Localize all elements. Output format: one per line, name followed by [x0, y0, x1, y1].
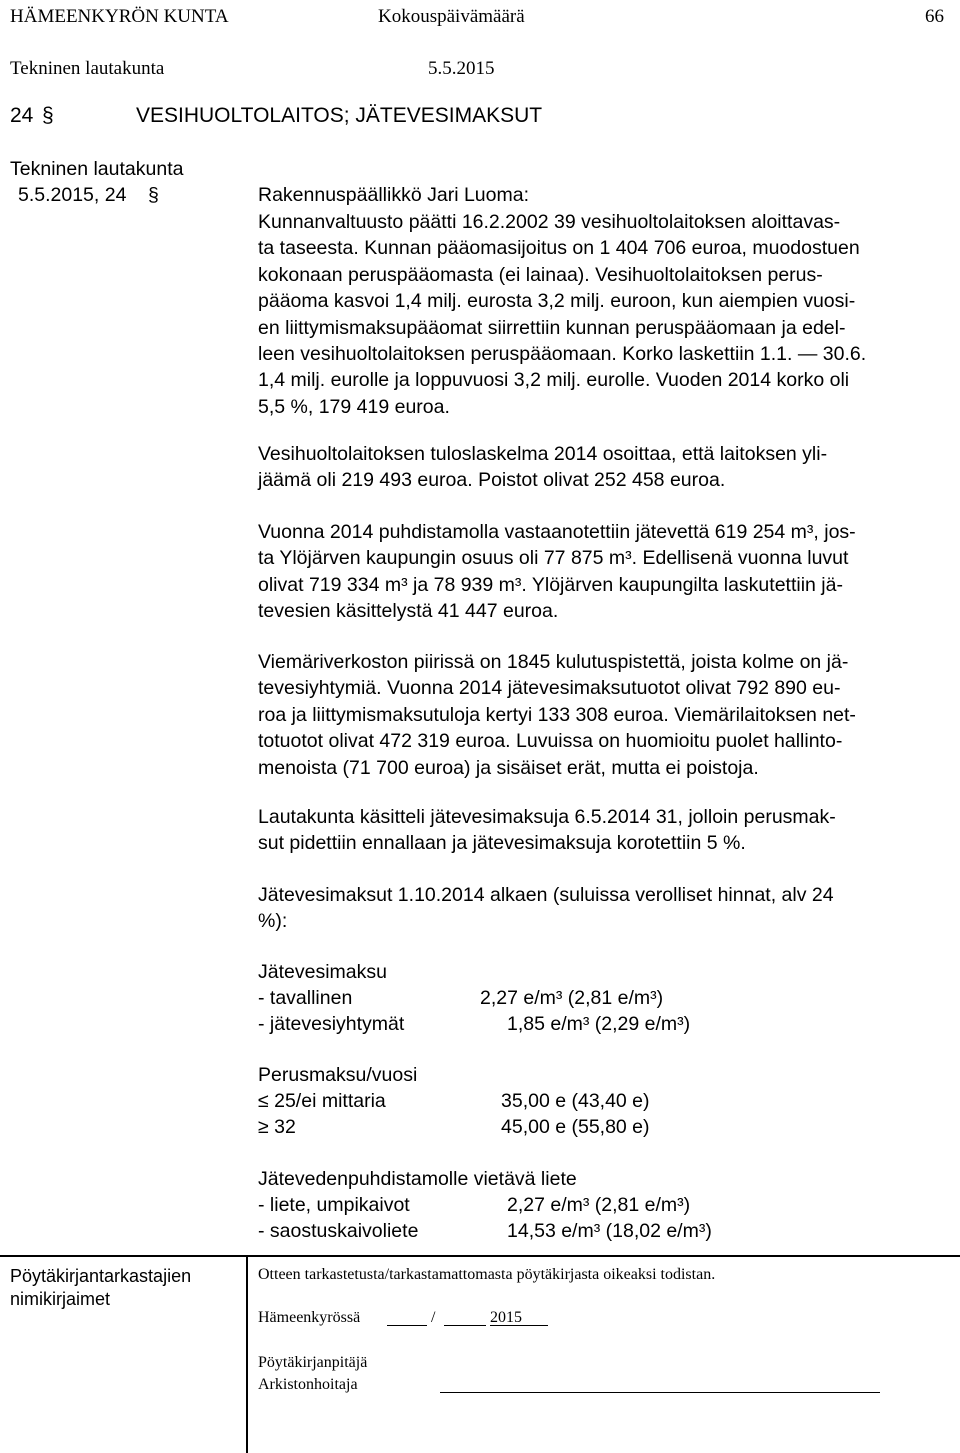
fee-row-label: ≤ 25/ei mittaria: [258, 1090, 386, 1112]
fee-row-value: 2,27 e/m³ (2,81 e/m³): [507, 1194, 691, 1216]
paragraph-fees-intro: Jätevesimaksut 1.10.2014 alkaen (suluissa verolliset hinnat, alv 24 %):: [258, 884, 834, 933]
reviewers-label-line2: nimikirjaimet: [10, 1289, 111, 1309]
paragraph-sewer-network: Viemäriverkoston piirissä on 1845 kulutuspistettä, joista kolme on jä- tevesiyhtymiä. Vuonna 2014 jätevesimaksutuotot olivat 792 890 eu- roa ja liittymismaksutuloja kertyi 133 308 euroa. Viemärilaitoksen net- totuotot olivat 472 319 euroa. Luvuissa on huomioitu puolet hallinto- menoista (71 700 euroa) ja sisäiset erät, mutta ei poistoja.: [258, 651, 856, 779]
base-fee-heading: Perusmaksu/vuosi: [258, 1064, 418, 1086]
fee-row-label: ≥ 32: [258, 1116, 296, 1138]
page-number: 66: [925, 6, 944, 27]
place-label: Hämeenkyrössä: [258, 1309, 361, 1326]
reviewers-label-line1: Pöytäkirjantarkastajien: [10, 1266, 192, 1286]
certification-text: Otteen tarkastetusta/tarkastamattomasta pöytäkirjasta oikeaksi todistan.: [258, 1266, 716, 1283]
year-underline: [490, 1325, 548, 1326]
meeting-date: 5.5.2015: [428, 58, 495, 79]
section-symbol: §: [42, 104, 54, 127]
footer-divider: [0, 1255, 960, 1257]
fee-row-value: 1,85 e/m³ (2,29 e/m³): [507, 1013, 691, 1035]
paragraph-previous-decision: Lautakunta käsitteli jätevesimaksuja 6.5.2014 31, jolloin perusmak- sut pidettiin ennallaan ja jätevesimaksuja korotettiin 5 %.: [258, 806, 836, 855]
fee-row-value: 35,00 e (43,40 e): [501, 1090, 650, 1112]
day-blank-line: [387, 1325, 427, 1326]
signature-line: [440, 1392, 880, 1393]
section-number: 24: [10, 104, 34, 127]
presenter: Rakennuspäällikkö Jari Luoma:: [258, 184, 529, 206]
meeting-date-label: Kokouspäivämäärä: [378, 6, 525, 27]
fee-row-value: 45,00 e (55,80 e): [501, 1116, 650, 1138]
year-label: 2015: [490, 1309, 522, 1326]
paragraph-income-statement: Vesihuoltolaitoksen tuloslaskelma 2014 osoittaa, että laitoksen yli- jäämä oli 219 493 euroa. Poistot olivat 252 458 euroa.: [258, 443, 828, 492]
fee-row-label: - tavallinen: [258, 987, 353, 1009]
reference-date-item: 5.5.2015, 24: [18, 184, 127, 206]
municipality-name: HÄMEENKYRÖN KUNTA: [10, 6, 229, 27]
paragraph-treatment-volumes: Vuonna 2014 puhdistamolla vastaanotettiin jätevettä 619 254 m³, jos- ta Ylöjärven kaupungin osuus oli 77 875 m³. Edellisenä vuonna luvut olivat 719 334 m³ ja 78 939 m³. Ylöjärven kaupungilta laskutettiin jä- tevesien käsittelystä 41 447 euroa.: [258, 521, 856, 623]
fee-row-label: - saostuskaivoliete: [258, 1220, 419, 1242]
fee-row-value: 14,53 e/m³ (18,02 e/m³): [507, 1220, 712, 1242]
reference-board: Tekninen lautakunta: [10, 158, 184, 180]
wastewater-fee-heading: Jätevesimaksu: [258, 961, 387, 983]
month-blank-line: [444, 1325, 486, 1326]
reference-section-symbol: §: [148, 184, 159, 206]
board-name: Tekninen lautakunta: [10, 58, 165, 79]
paragraph-capital: Kunnanvaltuusto päätti 16.2.2002 39 vesihuoltolaitoksen aloittavas- ta taseesta. Kunnan pääomasijoitus on 1 404 706 euroa, muodostuen kokonaan peruspääomasta (ei lainaa). Vesihuoltolaitoksen perus- pääoma kasvoi 1,4 milj. eurosta 3,2 milj. euroon, kun aiempien vuosi- en liittymismaksupääomat siirrettiin kunnan peruspääomaan ja edel- leen vesihuoltolaitoksen peruspääomaan. Korko laskettiin 1.1. — 30.6. 1,4 milj. eurolle ja loppuvuosi 3,2 milj. eurolle. Vuoden 2014 korko oli 5,5 %, 179 419 euroa.: [258, 211, 867, 418]
archivist-role: Arkistonhoitaja: [258, 1376, 358, 1393]
fee-row-value: 2,27 e/m³ (2,81 e/m³): [480, 987, 664, 1009]
section-title: VESIHUOLTOLAITOS; JÄTEVESIMAKSUT: [136, 104, 543, 127]
sludge-fee-heading: Jätevedenpuhdistamolle vietävä liete: [258, 1168, 577, 1190]
date-slash: /: [431, 1309, 436, 1326]
fee-row-label: - jätevesiyhtymät: [258, 1013, 405, 1035]
footer-column-divider: [246, 1255, 248, 1453]
fee-row-label: - liete, umpikaivot: [258, 1194, 410, 1216]
secretary-role: Pöytäkirjanpitäjä: [258, 1354, 368, 1371]
